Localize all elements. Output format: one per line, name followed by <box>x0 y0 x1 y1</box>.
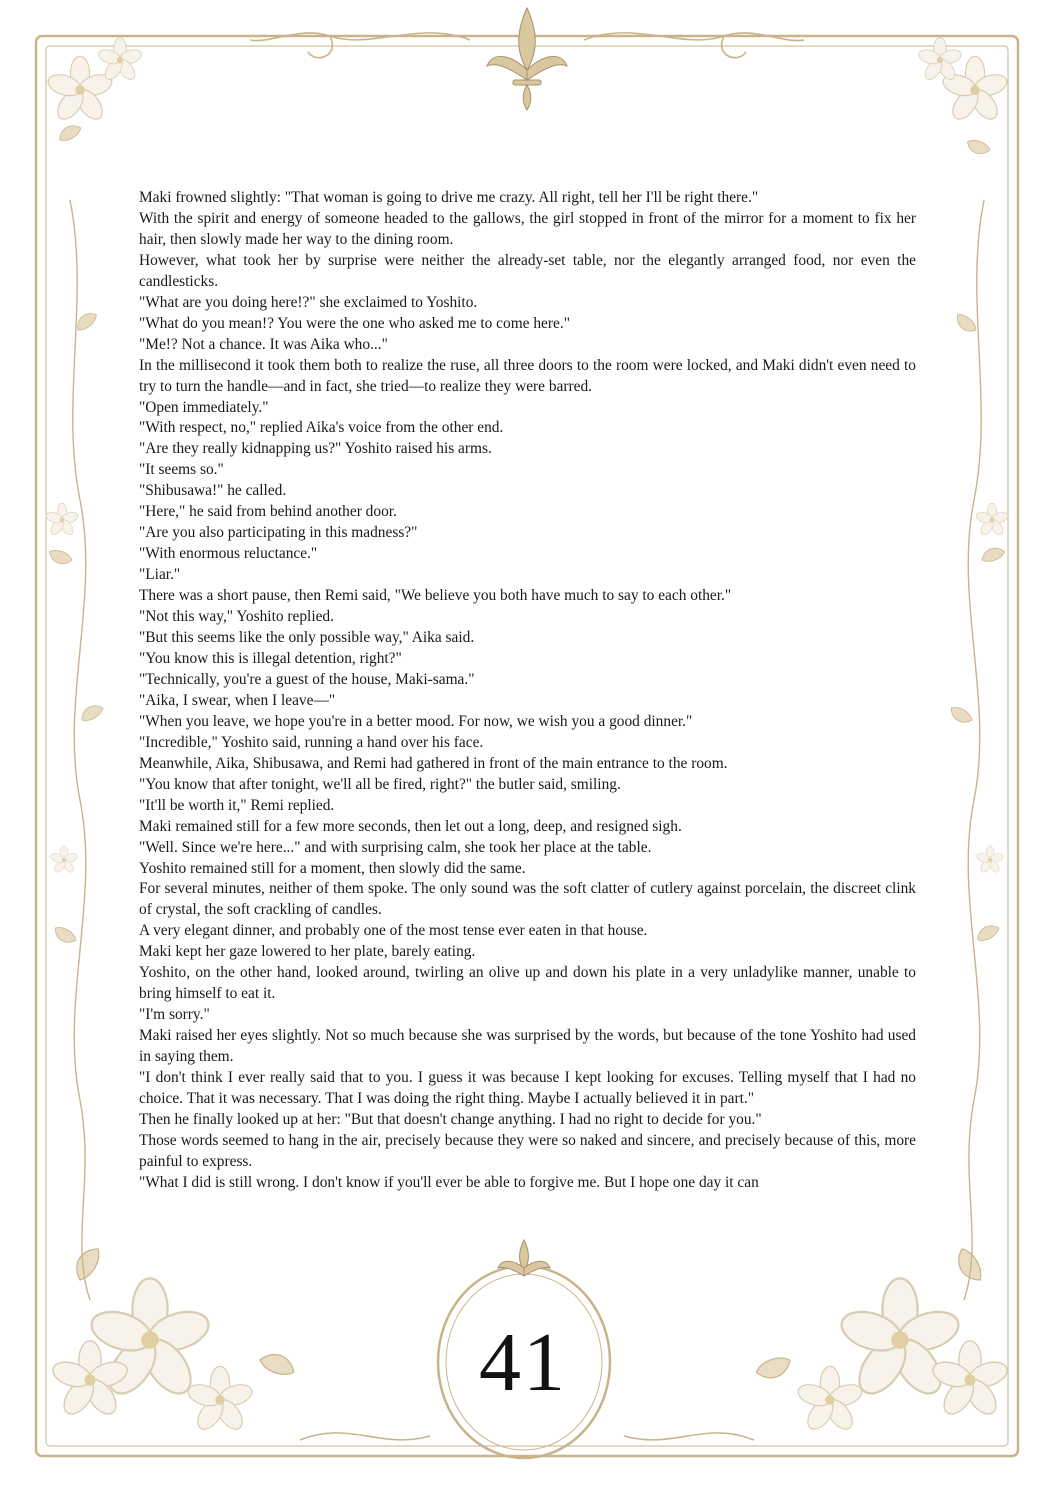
paragraph: "Me!? Not a chance. It was Aika who..." <box>139 335 388 353</box>
body-text <box>139 188 916 1194</box>
paragraph: "Are you also participating in this madness?" <box>139 524 418 542</box>
paragraph: Maki remained still for a few more seconds, then let out a long, deep, and resigned sigh. <box>139 817 682 835</box>
paragraph: For several minutes, neither of them spoke. The only sound was the soft clatter of cutlery against porcelain, the discreet clink of crystal, the soft crackling of candles. <box>139 880 916 919</box>
paragraph: Then he finally looked up at her: "But that doesn't change anything. I had no right to decide for you." <box>139 1110 762 1128</box>
bottom-scrollwork <box>300 1433 754 1440</box>
paragraph: "I don't think I ever really said that to you. I guess it was because I kept looking for excuses. Telling myself that I had no choice. That it was necessary. That I was doing the right thing. Maybe I actually believed it in part." <box>139 1069 916 1107</box>
paragraph: "With respect, no," replied Aika's voice from the other end. <box>139 419 504 437</box>
page-number: 41 <box>479 1316 567 1409</box>
paragraph: "Technically, you're a guest of the house, Maki-sama." <box>139 670 475 688</box>
paragraph: However, what took her by surprise were neither the already-set table, nor the elegantly arranged food, nor even the candlesticks. <box>139 251 916 290</box>
paragraph: "I'm sorry." <box>139 1006 210 1024</box>
paragraph: "Liar." <box>139 566 181 584</box>
paragraph: "Incredible," Yoshito said, running a hand over his face. <box>139 733 484 751</box>
paragraph: "Open immediately." <box>139 398 269 416</box>
paragraph: There was a short pause, then Remi said, "We believe you both have much to say to each other." <box>139 587 732 605</box>
paragraph: "When you leave, we hope you're in a better mood. For now, we wish you a good dinner." <box>139 712 693 730</box>
paragraph: A very elegant dinner, and probably one of the most tense ever eaten in that house. <box>139 922 648 940</box>
paragraph: "You know this is illegal detention, right?" <box>139 649 402 667</box>
paragraph: Maki raised her eyes slightly. Not so much because she was surprised by the words, but because of the tone Yoshito had used in saying them. <box>139 1027 916 1066</box>
paragraph: "Aika, I swear, when I leave—" <box>139 691 336 709</box>
paragraph: Maki kept her gaze lowered to her plate, barely eating. <box>139 943 476 961</box>
fleur-de-lis-icon <box>487 8 567 110</box>
paragraph: "But this seems like the only possible way," Aika said. <box>139 629 475 647</box>
paragraph: Maki frowned slightly: "That woman is going to drive me crazy. All right, tell her I'll be right there." <box>139 189 759 206</box>
paragraph: "What I did is still wrong. I don't know if you'll ever be able to forgive me. But I hope one day it can <box>139 1173 759 1191</box>
paragraph: "What are you doing here!?" she exclaimed to Yoshito. <box>139 293 478 311</box>
paragraph: In the millisecond it took them both to realize the ruse, all three doors to the room were locked, and Maki didn't even need to try to turn the handle—and in fact, she tried—to realize they were barred. <box>139 356 916 395</box>
paragraph: With the spirit and energy of someone headed to the gallows, the girl stopped in front of the mirror for a moment to fix her hair, then slowly made her way to the dining room. <box>139 209 916 248</box>
medallion-crest-icon <box>498 1240 550 1276</box>
paragraph: "It'll be worth it," Remi replied. <box>139 796 335 814</box>
paragraph: "Are they really kidnapping us?" Yoshito raised his arms. <box>139 440 492 458</box>
paragraph: "It seems so." <box>139 461 224 479</box>
paragraph: Yoshito remained still for a moment, then slowly did the same. <box>139 859 526 877</box>
paragraph: Yoshito, on the other hand, looked around, twirling an olive up and down his plate in a very unladylike manner, unable to bring himself to eat it. <box>139 964 916 1003</box>
paragraph: "With enormous reluctance." <box>139 545 318 563</box>
paragraph: "Well. Since we're here..." and with surprising calm, she took her place at the table. <box>139 838 652 856</box>
paragraph: Those words seemed to hang in the air, precisely because they were so naked and sincere, and precisely because of this, more painful to express. <box>139 1131 916 1170</box>
paragraph: Meanwhile, Aika, Shibusawa, and Remi had gathered in front of the main entrance to the room. <box>139 754 728 772</box>
paragraph: "You know that after tonight, we'll all be fired, right?" the butler said, smiling. <box>139 775 621 793</box>
paragraph: "Shibusawa!" he called. <box>139 482 287 500</box>
paragraph: "Here," he said from behind another door. <box>139 503 397 521</box>
paragraph: "What do you mean!? You were the one who asked me to come here." <box>139 314 570 332</box>
paragraph: "Not this way," Yoshito replied. <box>139 608 334 626</box>
